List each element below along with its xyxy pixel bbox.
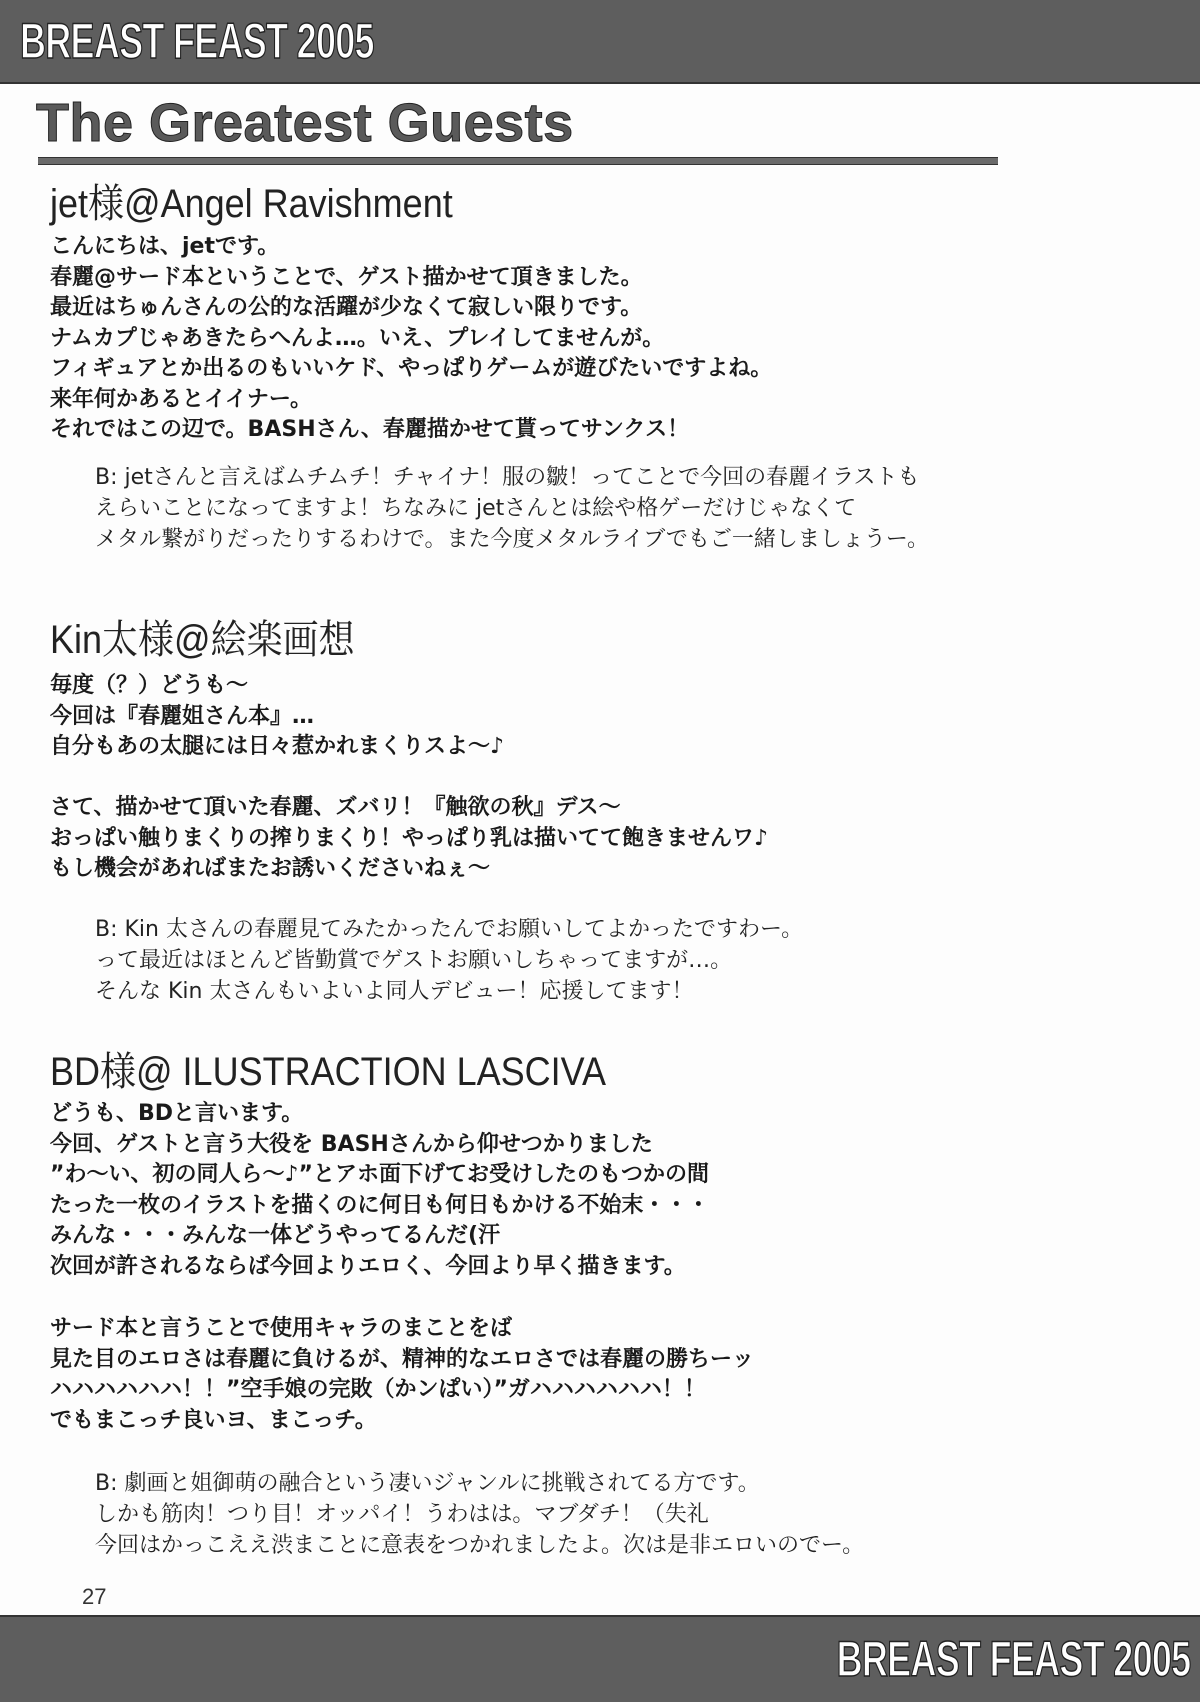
message-line: でもまこっチ良いヨ、まこっチ。 (50, 1407, 377, 1433)
message-line: 今回、ゲストと言う大役を BASHさんから仰せつかりました (50, 1131, 653, 1157)
message-line: フィギュアとか出るのもいいケド、やっぱりゲームが遊びたいですよね。 (50, 356, 773, 381)
message-line: 見た目のエロさは春麗に負けるが、精神的なエロさでは春麗の勝ちーッ (50, 1346, 755, 1372)
message-line: みんな・・・みんな一体どうやってるんだ(汗 (50, 1223, 501, 1248)
message-line: 今回は『春麗姐さん本』… (50, 703, 315, 729)
guest-heading: BD様@ ILUSTRACTION LASCIVA (50, 1050, 606, 1094)
editor-comment (95, 1468, 864, 1561)
guest-message (50, 1314, 754, 1436)
message-line: さて、描かせて頂いた春麗、ズバリ！『触欲の秋』デス～ (50, 795, 621, 820)
comment-line: 今回はかっこええ渋まことに意表をつかれましたよ。次は是非エロいのでー。 (95, 1533, 865, 1558)
message-line: 次回が許されるならば今回よりエロく、今回より早く描きます。 (50, 1253, 686, 1279)
comment-line: B: jetさんと言えばムチムチ！チャイナ！服の皺！ってことで今回の春麗イラストも (95, 465, 920, 490)
message-line: 自分もあの太腿には日々惹かれまくりスよ～♪ (50, 734, 505, 759)
title-rule (38, 157, 998, 165)
editor-comment (95, 462, 929, 555)
message-line: ”わ～い、初の同人ら～♪”とアホ面下げてお受けしたのもつかの間 (50, 1162, 709, 1187)
guest-message (50, 671, 504, 763)
message-line: たった一枚のイラストを描くのに何日も何日もかける不始末・・・ (50, 1192, 710, 1218)
guest-heading: Kin太様@絵楽画想 (50, 618, 355, 662)
message-line: おっぱい触りまくりの搾りまくり！やっぱり乳は描いてて飽きませんワ♪ (50, 825, 769, 851)
comment-line: えらいことになってますよ！ちなみに jetさんとは絵や格ゲーだけじゃなくて (95, 496, 857, 521)
comment-line: しかも筋肉！つり目！オッパイ！うわはは。マブダチ！（失礼 (95, 1502, 709, 1527)
footer-brand: BREAST FEAST 2005 (836, 1631, 1190, 1687)
comment-line: そんな Kin 太さんもいよいよ同人デビュー！応援してます！ (95, 979, 694, 1004)
message-line: 来年何かあるとイイナー。 (50, 386, 313, 412)
message-line: 毎度（？）どうも～ (50, 673, 249, 698)
editor-comment (95, 914, 803, 1007)
message-line: サード本と言うことで使用キャラのまことをば (50, 1316, 513, 1341)
comment-line: メタル繋がりだったりするわけで。また今度メタルライブでもご一緒しましょうー。 (95, 527, 930, 552)
header-brand: BREAST FEAST 2005 (20, 13, 374, 69)
guest-message (50, 232, 772, 446)
message-line: 最近はちゅんさんの公的な活躍が少なくて寂しい限りです。 (50, 295, 643, 320)
message-line: もし機会があればまたお誘いくださいねぇ～ (50, 856, 491, 881)
message-line: こんにちは、jetです。 (50, 234, 280, 259)
message-line: ハハハハハハ！！”空手娘の完敗（かンぱい）”ガハハハハハハ！！ (50, 1377, 706, 1402)
page-number: 27 (82, 1584, 107, 1609)
message-line: ナムカプじゃあきたらへんよ…。いえ、プレイしてませんが。 (50, 325, 665, 351)
guest-message (50, 793, 768, 885)
message-line: それではこの辺で。BASHさん、春麗描かせて貰ってサンクス！ (50, 417, 690, 442)
guest-message (50, 1099, 709, 1282)
comment-line: って最近はほとんど皆勤賞でゲストお願いしちゃってますが…。 (95, 948, 733, 973)
guest-heading: jet様@Angel Ravishment (50, 182, 453, 226)
comment-line: B: 劇画と姐御萌の融合という凄いジャンルに挑戦されてる方です。 (95, 1471, 760, 1496)
message-line: 春麗@サード本ということで、ゲスト描かせて頂きました。 (50, 264, 643, 290)
message-line: どうも、BDと言います。 (50, 1101, 304, 1126)
page-title: The Greatest Guests (36, 93, 574, 153)
comment-line: B: Kin 太さんの春麗見てみたかったんでお願いしてよかったですわー。 (95, 917, 804, 942)
